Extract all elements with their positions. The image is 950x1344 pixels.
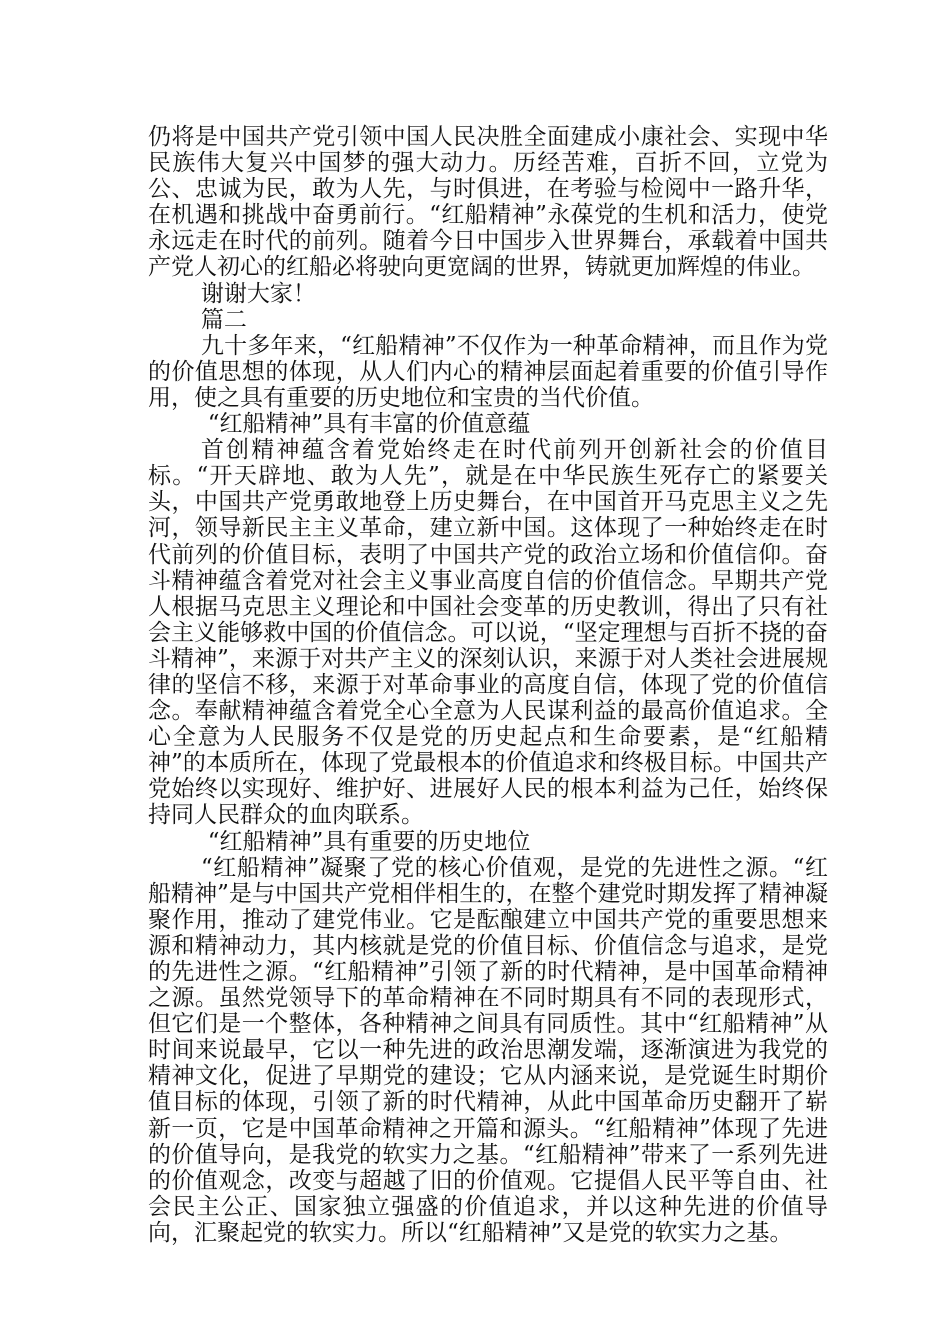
paragraph-closing-continuation: 仍将是中国共产党引领中国人民决胜全面建成小康社会、实现中华民族伟大复兴中国梦的强大动力。历经苦难，百折不回，立党为公、忠诚为民，敢为人先，与时俱进，在考验与检阅中一路升华，在机遇和挑战中奋勇前行。“红船精神”永葆党的生机和活力，使党永远走在时代的前列。随着今日中国步入世界舞台，承载着中国共产党人初心的红船必将驶向更宽阔的世界，铸就更加辉煌的伟业。 — [148, 124, 828, 281]
paragraph-historical-status: “红船精神”凝聚了党的核心价值观，是党的先进性之源。“红船精神”是与中国共产党相伴相生的，在整个建党时期发挥了精神凝聚作用，推动了建党伟业。它是酝酿建立中国共产党的重要思想来源和精神动力，其内核就是党的价值目标、价值信念与追求，是党的先进性之源。“红船精神”引领了新的时代精神，是中国革命精神之源。虽然党领导下的革命精神在不同时期具有不同的表现形式，但它们是一个整体，各种精神之间具有同质性。其中“红船精神”从时间来说最早，它以一种先进的政治思潮发端，逐渐演进为我党的精神文化，促进了早期党的建设；它从内涵来说，是党诞生时期价值目标的体现，引领了新的时代精神，从此中国革命历史翻开了崭新一页，它是中国革命精神之开篇和源头。“红船精神”体现了先进的价值导向，是我党的软实力之基。“红船精神”带来了一系列先进的价值观念，改变与超越了旧的价值观。它提倡人民平等自由、社会民主公正、国家独立强盛的价值追求，并以这种先进的价值导向，汇聚起党的软实力。所以“红船精神”又是党的软实力之基。 — [148, 854, 828, 1246]
subheading-value-meaning: “红船精神”具有丰富的价值意蕴 — [207, 411, 531, 438]
subheading-historical-status: “红船精神”具有重要的历史地位 — [207, 828, 531, 855]
section-title-part-two: 篇二 — [200, 306, 247, 333]
document-page — [148, 124, 828, 1246]
paragraph-value-meaning: 首创精神蕴含着党始终走在时代前列开创新社会的价值目标。“开天辟地、敢为人先”，就是在中华民族生死存亡的紧要关头，中国共产党勇敢地登上历史舞台，在中国首开马克思主义之先河，领导新民主主义革命，建立新中国。这体现了一种始终走在时代前列的价值目标，表明了中国共产党的政治立场和价值信仰。奋斗精神蕴含着党对社会主义事业高度自信的价值信念。早期共产党人根据马克思主义理论和中国社会变革的历史教训，得出了只有社会主义能够救中国的价值信念。可以说，“坚定理想与百折不挠的奋斗精神”，来源于对共产主义的深刻认识，来源于对人类社会进展规律的坚信不移，来源于对革命事业的高度自信，体现了党的价值信念。奉献精神蕴含着党全心全意为人民谋利益的最高价值追求。全心全意为人民服务不仅是党的历史起点和生命要素，是“红船精神”的本质所在，体现了党最根本的价值追求和终极目标。中国共产党始终以实现好、维护好、进展好人民的根本利益为己任，始终保持同人民群众的血肉联系。 — [148, 437, 828, 829]
paragraph-intro: 九十多年来，“红船精神”不仅作为一种革命精神，而且作为党的价值思想的体现，从人们内心的精神层面起着重要的价值引导作用，使之具有重要的历史地位和宝贵的当代价值。 — [148, 332, 828, 411]
paragraph-thanks: 谢谢大家！ — [200, 280, 316, 307]
